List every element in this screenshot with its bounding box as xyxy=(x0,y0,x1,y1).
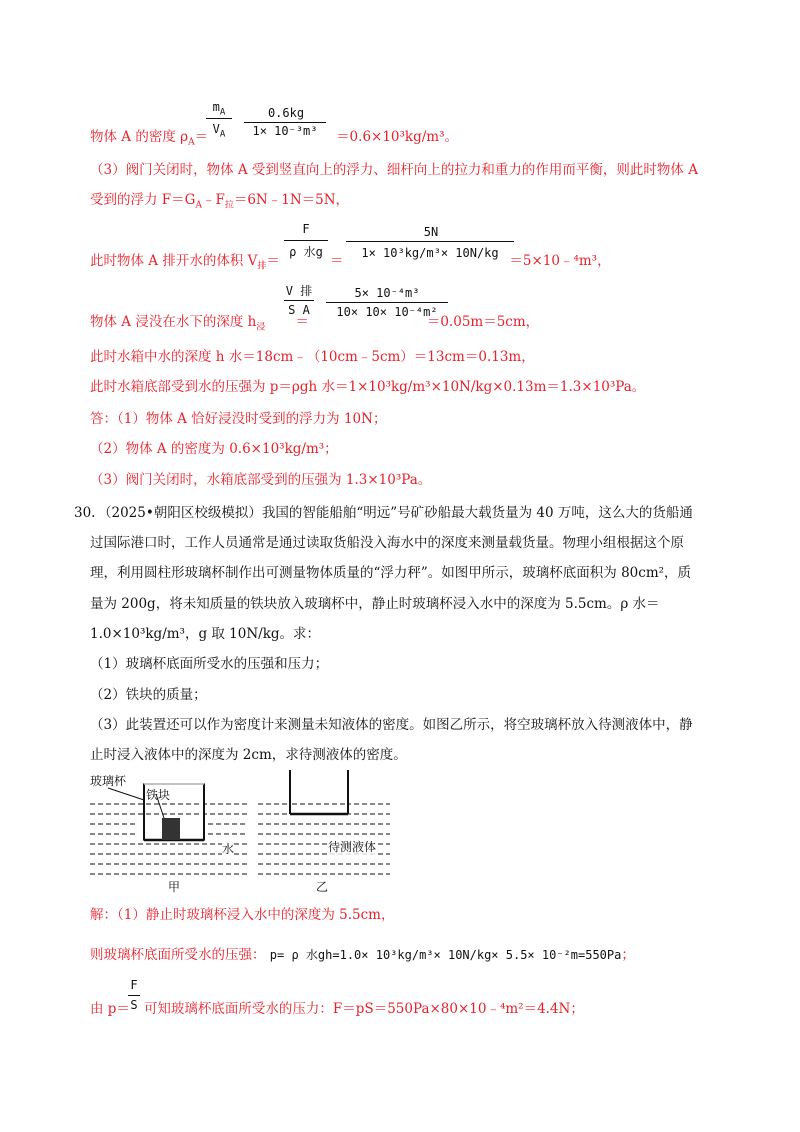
answer-2: （2）物体 A 的密度为 0.6×10³kg/m³； xyxy=(90,441,338,457)
depth-line: 物体 A 浸没在水下的深度 $h_浸 = =0.05m=5cm$， xyxy=(90,314,540,333)
solution-2: 则玻璃杯底面所受水的压强： p= ρ 水gh=1.0× 10³kg/m³× 10N/kg× 5.5× 10⁻²m=550Pa； xyxy=(90,947,635,963)
label-yi: 乙 xyxy=(316,880,329,894)
iron-block xyxy=(162,818,180,840)
solution-3: 由 p＝ 可知玻璃杯底面所受水的压力：F＝pS＝550Pa×80×10﹣⁴m²＝4.4N； xyxy=(90,1001,584,1017)
q30-sub2: （2）铁块的质量； xyxy=(90,687,207,703)
frac5-numerator: V 排 xyxy=(285,284,313,298)
frac5-denominator: S A xyxy=(288,303,310,317)
pressure-formula: p= ρ 水gh=1.0× 10³kg/m³× 10N/kg× 5.5× 10⁻²m=550Pa xyxy=(269,948,622,962)
frac7-denominator: S xyxy=(130,998,138,1012)
water-depth-line: 此时水箱中水的深度 h 水＝18cm﹣（10cm﹣5cm）＝13cm＝0.13m， xyxy=(90,349,535,365)
frac6-numerator: 5× 10⁻⁴m³ xyxy=(354,286,420,300)
p3-line1: （3）阀门关闭时，物体 A 受到竖直向上的浮力、细杆向上的拉力和重力的作用而平衡，则此时物体 A xyxy=(90,162,698,178)
q30-line4: 量为 200g，将未知质量的铁块放入玻璃杯中，静止时玻璃杯浸入水中的深度为 5.5cm。ρ 水＝ xyxy=(90,596,660,612)
density-line: 物体 A 的密度 $\rho_A= =0.6\times 10^3kg/m^3$。 xyxy=(90,129,459,148)
question-number: 30. xyxy=(74,505,96,521)
frac1-numerator: $m_A$ xyxy=(212,100,226,118)
label-iron: 铁块 xyxy=(146,788,171,802)
q30-line1: （2025•朝阳区校级模拟）我国的智能船舶“明远”号矿砂船最大载货量为 40 万吨，这么大的货船通 xyxy=(98,505,693,521)
q30-line3: 理，利用圆柱形玻璃杯制作出可测量物体质量的“浮力秤”。如图甲所示，玻璃杯底面积为 80cm²，质 xyxy=(90,565,692,581)
frac1-denominator: $V_A$ xyxy=(212,122,226,140)
q30-sub1: （1）玻璃杯底面所受水的压强和压力； xyxy=(90,656,329,672)
frac2-numerator: 0.6kg xyxy=(267,106,305,120)
frac4-denominator: 1× 10³kg/m³× 10N/kg xyxy=(361,246,499,260)
q30-line2: 过国际港口时，工作人员通常是通过读取货船没入海水中的深度来测量载货量。物理小组根据这个原 xyxy=(90,535,684,551)
answer-3: （3）阀门关闭时，水箱底部受到的压强为 1.3×10³Pa。 xyxy=(90,472,432,488)
label-cup: 玻璃杯 xyxy=(90,774,127,788)
q30-sub3-line1: （3）此装置还可以作为密度计来测量未知液体的密度。如图乙所示，将空玻璃杯放入待测液体中，静 xyxy=(90,717,693,733)
frac2-denominator: 1× 10⁻³m³ xyxy=(252,124,318,138)
q30-sub3-line2: 止时浸入液体中的深度为 2cm，求待测液体的密度。 xyxy=(90,747,407,763)
solution-1: 解：（1）静止时玻璃杯浸入水中的深度为 5.5cm， xyxy=(90,907,395,923)
pressure-line: 此时水箱底部受到水的压强为 p＝ρgh 水＝1×10³kg/m³×10N/kg×0.13m＝1.3×10³Pa。 xyxy=(90,379,646,395)
label-water: 水 xyxy=(222,842,235,856)
frac4-numerator: 5N xyxy=(423,225,439,239)
frac3-numerator: F xyxy=(302,222,310,236)
q30-line5: 1.0×10³kg/m³，g 取 10N/kg。求： xyxy=(90,626,321,642)
frac6-denominator: 10× 10× 10⁻⁴m² xyxy=(336,305,438,319)
frac3-denominator: ρ 水g xyxy=(289,245,323,259)
label-liquid: 待测液体 xyxy=(328,840,377,854)
empty-glass-cup xyxy=(290,770,348,814)
frac7-numerator: F xyxy=(130,978,138,992)
label-jia: 甲 xyxy=(168,880,181,894)
volume-line: 此时物体 A 排开水的体积 $V_排=$ ＝ ＝5×10﹣⁴m³， xyxy=(90,253,611,272)
p3-line2: 受到的浮力 $F=G_A﹣F_拉=6N﹣1N=5N$， xyxy=(90,192,350,211)
answer-1: 答：（1）物体 A 恰好浸没时受到的浮力为 10N； xyxy=(90,411,387,427)
